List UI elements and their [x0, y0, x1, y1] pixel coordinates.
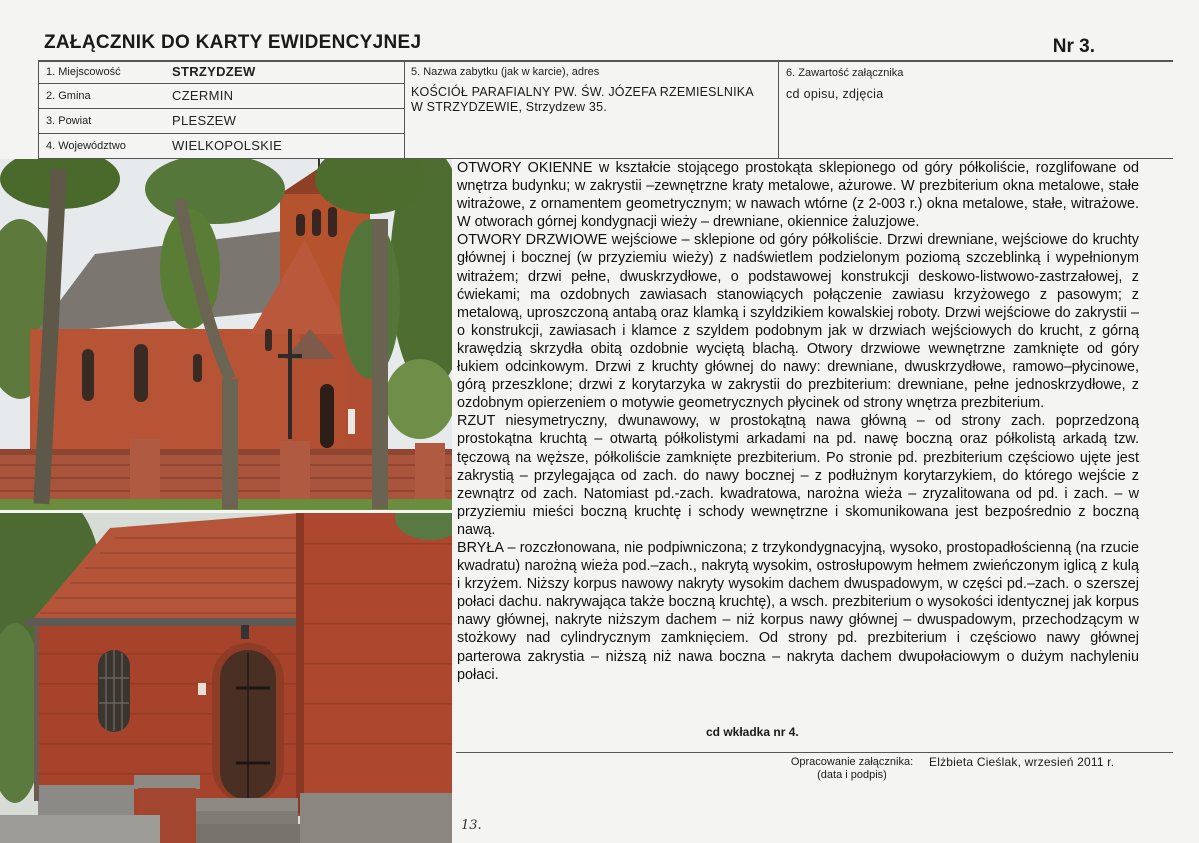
row-divider-1 — [38, 83, 404, 84]
paragraph-window-openings: OTWORY OKIENNE w kształcie stojącego prostokąta sklepionego od góry półkoliście, rozglifowane od wnętrza budynku; w zakrystii –zewnętrzne kraty metalowe, ażurowe. W prezbiterium okna metalowe, stałe witrażowe, z ornamentem geometrycznym; w nawach wtórne (z 2-003 r.) okna metalowe, stałe, witrażowe. W otworach górnej kondygnacji wieży – drewniane, okiennice żaluzjowe. — [457, 160, 1139, 231]
column-divider-2 — [778, 60, 779, 158]
row-divider-2 — [38, 108, 404, 109]
monument-address: W STRZYDZEWIE, Strzydzew 35. — [411, 100, 607, 114]
prepared-by-label-line1: Opracowanie załącznika: — [790, 756, 914, 768]
locality-value: STRZYDZEW — [172, 64, 256, 79]
footer-rule — [456, 752, 1173, 753]
contents-label: 6. Zawartość załącznika — [786, 67, 904, 79]
continued-note: cd wkładka nr 4. — [706, 725, 799, 739]
commune-value: CZERMIN — [172, 88, 234, 103]
county-label: 3. Powiat — [46, 115, 92, 127]
prepared-by-label — [787, 756, 917, 782]
document-title: ZAŁĄCZNIK DO KARTY EWIDENCYJNEJ — [44, 32, 422, 53]
church-exterior-photo — [0, 159, 452, 510]
contents-value: cd opisu, zdjęcia — [786, 87, 884, 101]
monument-name: KOŚCIÓŁ PARAFIALNY PW. ŚW. JÓZEFA RZEMIESLNIKA — [411, 85, 754, 99]
paragraph-door-openings: OTWORY DRZWIOWE wejściowe – sklepione od góry półkoliście. Drzwi drewniane, wejściowe do kruchty głównej i bocznej (w przyziemiu wieży) z nadświetlem podzielonym poziomą szczeblinką i wypełnionym witrażem; drzwi pełne, dwuskrzydłowe, o podstawowej konstrukcji deskowo-listwowo-zastrzałowej, z ćwiekami; ma ozdobnych zawiasach stanowiących połączenie zawiasu krzyżowego z pasowym; z metalową, uproszczoną antabą oraz klamką i szyldzikiem kowalskiej roboty. Drzwi wejściowe do zakrystii – o konstrukcji, zawiasach i klamce z szyldem podobnym jak w drzwiach wejściowych do krucht, z górną krawędzią skrzydła obitą ozdobnie wyciętą blachą. Otwory drzwiowe wewnętrzne zamknięte od góry łukiem odcinkowym. Drzwi z kruchty głównej do nawy: drewniane, dwuskrzydłowe, ramowo–płycinowe, górą przeszklone; drzwi z korytarzyka w zakrystii do prezbiterium: drewniane, pełne jednoskrzydłowe, z ozdobnym opierzeniem o motywie geometrycznych płycinek od strony wnętrza prezbiterium. — [457, 232, 1139, 412]
monument-label: 5. Nazwa zabytku (jak w karcie), adres — [411, 66, 600, 78]
locality-label: 1. Miejscowość — [46, 66, 121, 78]
sacristy-door-photo — [0, 513, 452, 843]
county-value: PLESZEW — [172, 113, 237, 128]
sacristy-door-illustration — [0, 513, 452, 843]
paragraph-massing: BRYŁA – rozczłonowana, nie podpiwniczona; z trzykondygnacyjną, wysoko, prostopadłościenną (na rzucie kwadratu) narożną wieża pod.–zach., nakrytą wysokim, ostrosłupowym hełmem zwieńczonym iglicą z kulą i krzyżem. Niższy korpus nawowy nakryty wysokim dachem dwuspadowym, w części pd.–zach. o szerszej połaci dachu. nakrywająca także boczną kruchtę), a wsch. prezbiterium o wysokości identycznej jak korpus nawy głównej, nakryte niższym dachem – niż korpus nawy głównej – dwuspadowym, przechodzącym w stożkowy nad cylindrycznym zamknięciem. Od strony pd. prezbiterium i częściowo nawy głównej parterowa zakrystia – niższą niż nawa boczna – nakryta dachem dwupołaciowym o dużym nachyleniu połaci. — [457, 539, 1139, 683]
column-divider-1 — [404, 60, 405, 158]
row-divider-3 — [38, 133, 404, 134]
paragraph-plan: RZUT niesymetryczny, dwunawowy, w prostokątną nawa główną – od strony zach. poprzedzoną prostokątna kruchtą – otwartą półkolistymi arkadami na pd. nawę boczną oraz półkolistą arkadą tzw. tęczową na węższe, półkoliście zamknięte prezbiterium. Po stronie pd. prezbiterium częściowo ujęte jest zakrystią – przylegająca od zach. do nawy bocznej – z podłużnym korytarzykiem, do którego wejście z zewnątrz od zach. Natomiast pd.-zach. kwadratowa, narożna wieża – zryzalitowana od pd. i zach. – w przyziemiu mieści boczną kruchtę i schody wewnętrzne i skomunikowana jest bezpośrednio z boczną nawą. — [457, 413, 1139, 538]
church-exterior-illustration — [0, 159, 452, 510]
handwritten-page-number: 13. — [461, 818, 482, 833]
voivodeship-value: WIELKOPOLSKIE — [172, 138, 283, 153]
voivodeship-label: 4. Województwo — [46, 140, 126, 152]
document-number: Nr 3. — [1052, 36, 1095, 57]
header-top-rule — [38, 60, 1173, 62]
description-text — [457, 159, 1139, 684]
prepared-by-value: Elżbieta Cieślak, wrzesień 2011 r. — [929, 755, 1115, 769]
prepared-by-label-line2: (data i podpis) — [817, 769, 887, 781]
commune-label: 2. Gmina — [46, 90, 91, 102]
column-divider-left — [38, 60, 39, 158]
